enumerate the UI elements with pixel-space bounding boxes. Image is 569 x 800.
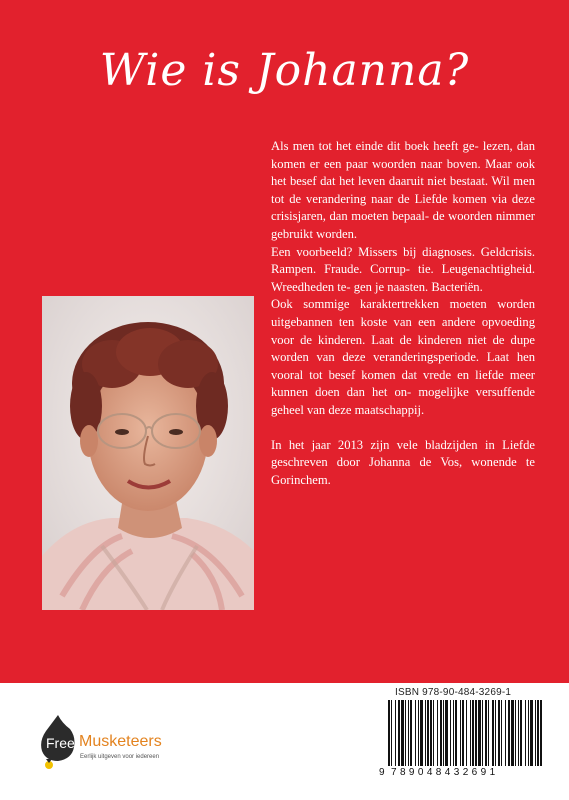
barcode-icon: [378, 700, 546, 766]
blurb-paragraph-1: Als men tot het einde dit boek heeft ge- lezen, dan komen er een paar woorden naar boven. Maar ook het besef dat het leven daaruit niet bestaat. Wil men tot de verandering naar de Liefde komen via deze crisisjaren, dan moeten bepaal- de woorden nimmer gebruikt worden. Een voorbeeld? Missers bij diagnoses. Geldcrisis. Rampen. Fraude. Corrup- tie. Leugenachtigheid. Wreedheden te- gen je naasten. Bacteriën. Ook sommige karaktertrekken moeten worden uitgebannen ten koste van een andere opvoeding voor de kinderen. Laat de kinderen niet de dupe worden van deze veranderingsperiode. Laat hen vooral tot besef komen dat vrede en liefde meer kunnen doen dan het on- mogelijke versuffende geheel van deze maatschappij.: [271, 139, 536, 417]
portrait-photo-icon: [42, 296, 254, 610]
publisher-name-free: Free: [46, 735, 75, 751]
isbn-label: ISBN 978-90-484-3269-1: [395, 687, 512, 698]
cover-title: Wie is Johanna?: [99, 45, 470, 96]
blurb-text: [271, 138, 535, 489]
blurb-paragraph-2: In het jaar 2013 zijn vele bladzijden in Liefde geschreven door Johanna de Vos, wonende te Gorinchem.: [271, 437, 536, 487]
publisher-logo: [40, 713, 210, 773]
barcode-first-digit: 9: [379, 767, 385, 778]
barcode-digits: 789048432691: [391, 767, 541, 778]
publisher-name-musketeers: Musketeers: [79, 733, 162, 750]
author-photo: [42, 296, 254, 610]
publisher-tagline: Eerlijk uitgeven voor iedereen: [80, 754, 160, 760]
